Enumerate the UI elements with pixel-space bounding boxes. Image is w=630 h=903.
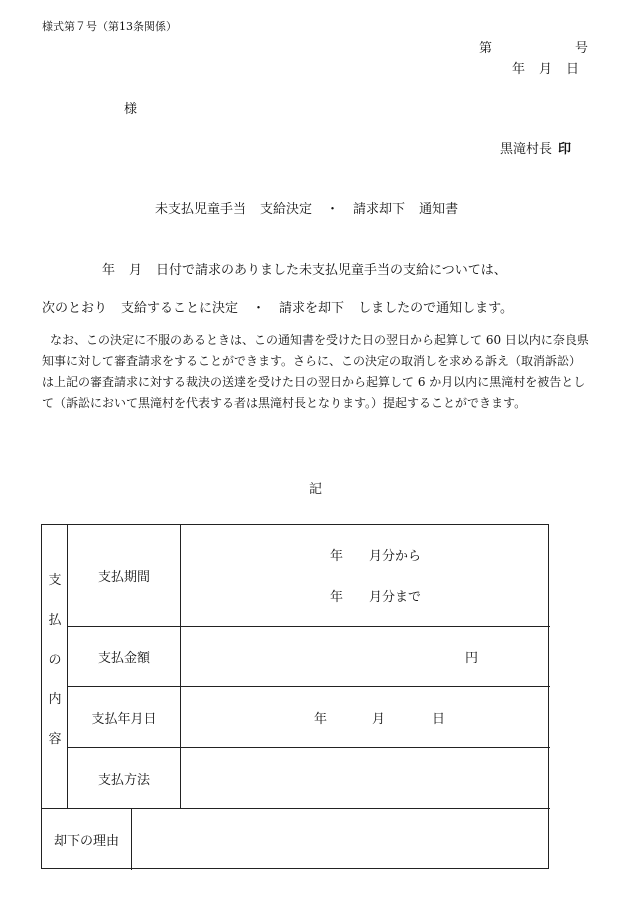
group-label-char: 支 <box>48 573 62 588</box>
seal-mark: 印 <box>558 142 572 157</box>
payment-date-year: 年 <box>314 711 328 727</box>
doc-number-suffix: 号 <box>575 41 589 56</box>
form-number-label: 様式第７号（第13条関係） <box>42 20 177 33</box>
line2-suffix: しましたので通知します。 <box>358 301 514 316</box>
payment-date-field[interactable] <box>181 687 550 747</box>
title-option-reject: 請求却下 <box>353 202 406 217</box>
document-number <box>479 37 588 56</box>
line2-prefix: 次のとおり <box>42 301 108 316</box>
payment-date-day: 日 <box>432 711 446 727</box>
line1-month: 月 <box>129 263 143 278</box>
title-option-pay: 支給決定 <box>260 202 313 217</box>
group-label-char: 容 <box>48 732 62 747</box>
line1-text: 日付で請求のありました未支払児童手当の支給については、 <box>156 263 507 278</box>
group-label-char: 払 <box>48 613 62 628</box>
title-subject: 未支払児童手当 <box>155 202 247 217</box>
issue-date-month: 月 <box>539 62 553 77</box>
amount-label: 支払金額 <box>97 651 150 666</box>
document-title <box>155 198 458 217</box>
payment-date-label: 支払年月日 <box>91 711 157 727</box>
payment-date-month: 月 <box>372 711 386 727</box>
reject-reason-label: 却下の理由 <box>53 834 119 849</box>
line2-separator: ・ <box>252 301 266 316</box>
payment-method-label: 支払方法 <box>97 772 150 788</box>
reject-reason-field[interactable] <box>132 809 550 870</box>
doc-number-prefix: 第 <box>479 41 493 56</box>
ki-heading: 記 <box>309 482 323 497</box>
group-label-char: 内 <box>48 692 62 707</box>
payment-method-field[interactable] <box>181 748 550 808</box>
payment-details-table <box>41 524 549 869</box>
body-line-1 <box>102 259 507 278</box>
body-line-2 <box>42 297 513 316</box>
period-to[interactable]: 年 月分まで <box>329 589 421 605</box>
line2-option-pay: 支給することに決定 <box>121 301 239 316</box>
issuer-name: 黒滝村長 <box>500 142 553 157</box>
group-label-char: の <box>48 653 62 668</box>
amount-unit: 円 <box>464 651 478 666</box>
issuer <box>500 138 571 157</box>
addressee: 様 <box>124 102 138 117</box>
title-suffix: 通知書 <box>419 202 459 217</box>
issue-date-year: 年 <box>512 62 526 77</box>
issue-date <box>512 58 579 77</box>
line1-year: 年 <box>102 263 116 278</box>
period-from[interactable]: 年 月分から <box>329 548 421 564</box>
appeal-notice: なお、この決定に不服のあるときは、この通知書を受けた日の翌日から起算して 60 日以内に奈良県知事に対して審査請求をすることができます。さらに、この決定の取消しを求める訴え（取消訴訟）は上記の審査請求に対する裁決の送達を受けた日の翌日から起算して 6 か月以内に黒滝村を被告として（訴訟において黒滝村を代表する者は黒滝村長となります。）提起することができます。 <box>42 333 589 410</box>
amount-field[interactable] <box>181 627 550 686</box>
title-separator: ・ <box>326 202 340 217</box>
issue-date-day: 日 <box>566 62 580 77</box>
line2-option-reject: 請求を却下 <box>279 301 345 316</box>
period-label: 支払期間 <box>97 570 150 585</box>
